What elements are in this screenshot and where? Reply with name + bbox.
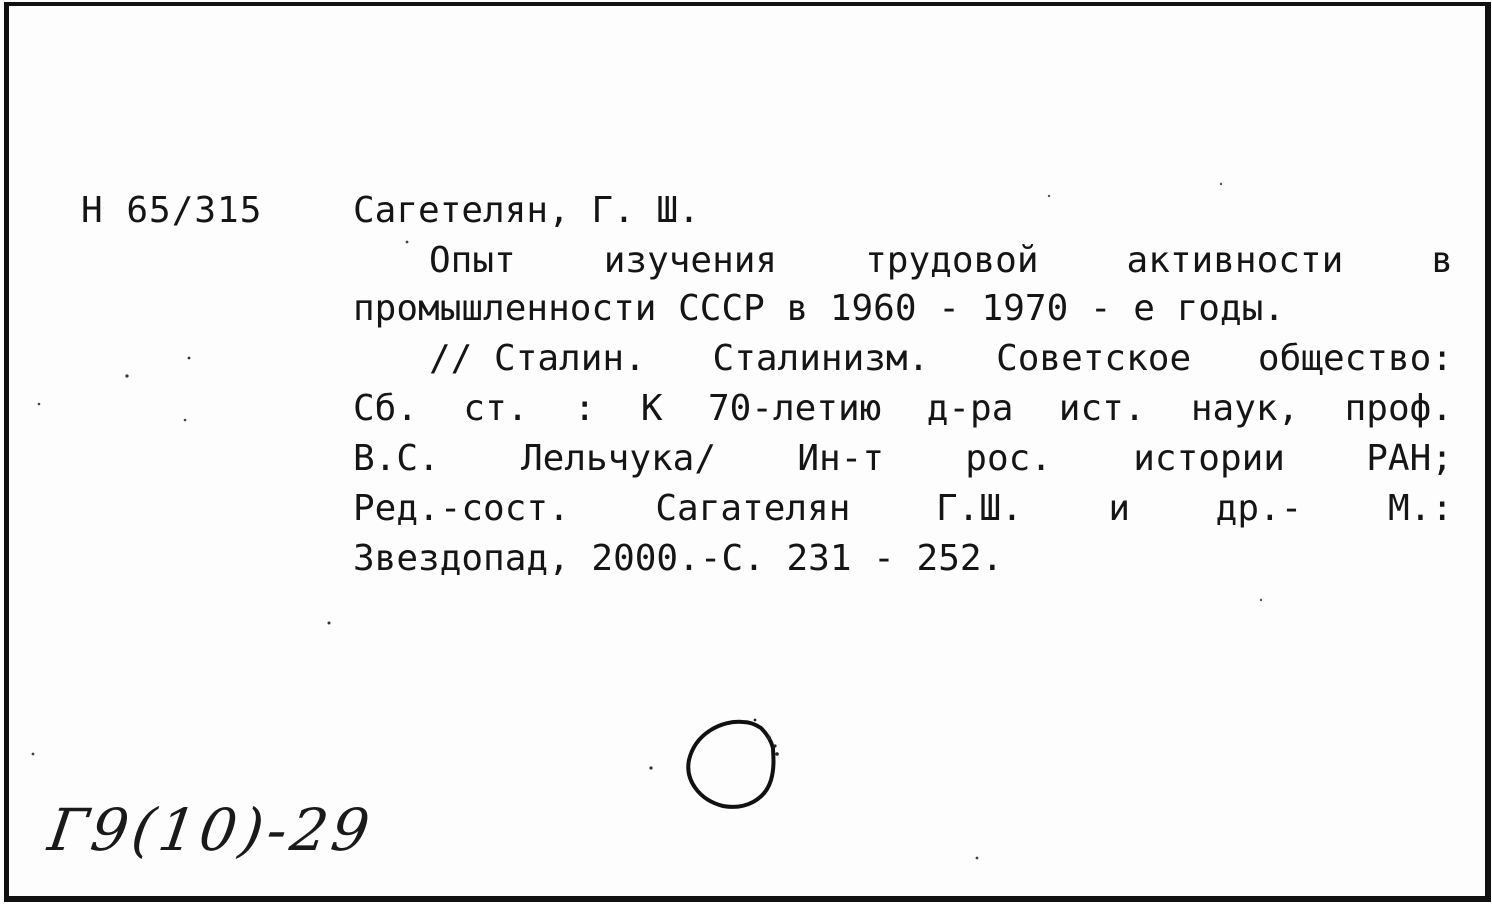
word: Сталинизм. (712, 338, 930, 379)
title-line-1 (429, 236, 1453, 286)
source-line-4 (353, 484, 1453, 534)
word: ст. (463, 388, 529, 429)
word: истории (1133, 438, 1285, 479)
source-line-1 (429, 334, 1453, 384)
word: К (640, 388, 663, 429)
word: М.: (1387, 488, 1453, 529)
author-heading: Сагетелян, Г. Ш. (353, 190, 700, 231)
source-line-5 (353, 534, 1453, 584)
word: Ин-т (797, 438, 885, 479)
handwritten-classification: Г9(10)-29 (44, 796, 378, 864)
word: в (1431, 240, 1453, 281)
word: // Сталин. (429, 338, 646, 379)
word: др.- (1215, 488, 1303, 529)
word: Г.Ш. (936, 488, 1023, 529)
punch-hole-icon (681, 714, 791, 818)
word: 70-летию (707, 388, 882, 429)
source-line-2 (353, 384, 1453, 434)
word: : (573, 388, 596, 429)
word: Лельчука/ (520, 438, 717, 479)
word: Сб. (353, 388, 419, 429)
word: общество: (1257, 338, 1453, 379)
word: изучения (603, 240, 778, 281)
word: Опыт (429, 240, 516, 281)
shelfmark: Н 65/315 (81, 190, 263, 231)
title-line-2 (353, 284, 1453, 334)
word: Сагателян (655, 488, 851, 529)
word: проф. (1344, 388, 1453, 429)
word: рос. (965, 438, 1052, 479)
word: ист. (1058, 388, 1146, 429)
catalog-card (4, 2, 1491, 902)
word: Ред.-сост. (353, 488, 570, 529)
word: трудовой (865, 240, 1039, 281)
word: и (1108, 488, 1131, 529)
text-run: промышленности СССР в 1960 - 1970 - е годы. (353, 288, 1285, 329)
word: РАН; (1366, 438, 1453, 479)
word: д-ра (926, 388, 1014, 429)
word: В.С. (353, 438, 440, 479)
text-run: Звездопад, 2000.-С. 231 - 252. (353, 538, 1004, 579)
word: наук, (1190, 388, 1300, 429)
word: Советское (996, 338, 1192, 379)
source-line-3 (353, 434, 1453, 484)
word: активности (1126, 240, 1344, 281)
